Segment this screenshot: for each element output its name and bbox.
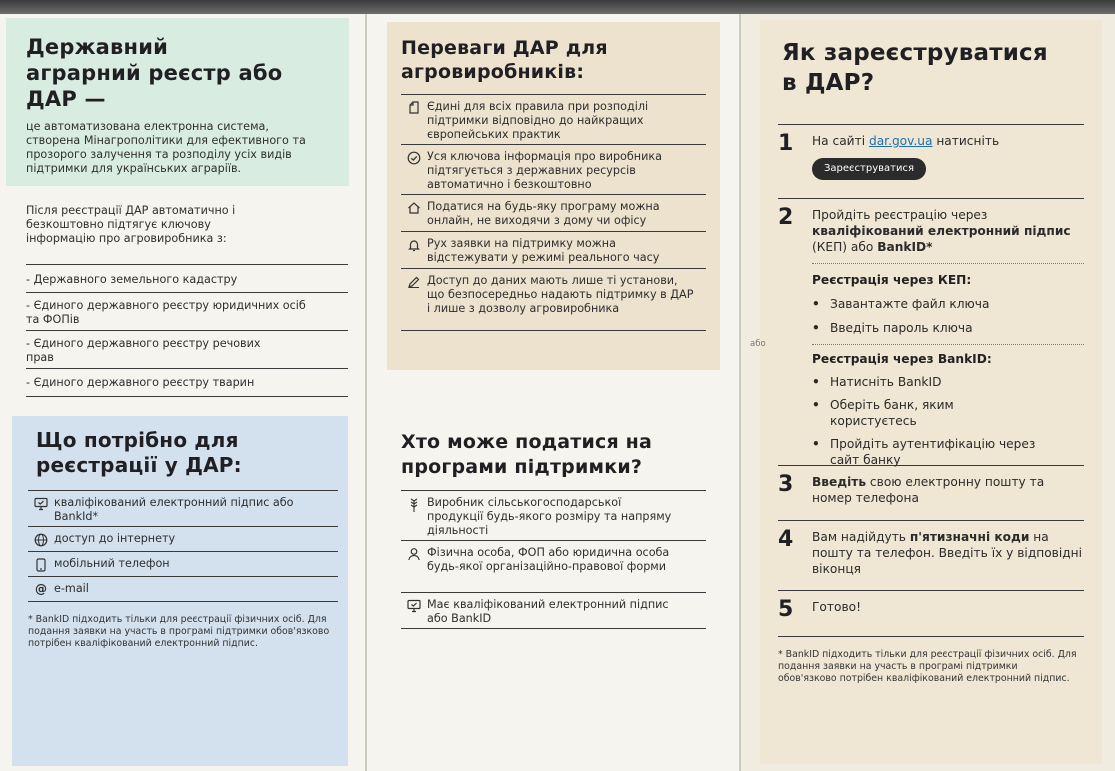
dar-website-link[interactable]: dar.gov.ua (868, 134, 933, 148)
fold-line (365, 14, 367, 771)
requirements-title: Що потрібно для реєстрації у ДАР: (36, 428, 242, 477)
list-item: - Єдиного державного реєстру юридичних осіб та ФОПів (26, 293, 348, 331)
list-item: Фізична особа, ФОП або юридична особа будь-якої організаційно-правової форми (401, 541, 706, 593)
document-corner-icon (401, 100, 427, 115)
step-5: 5 Готово! (778, 591, 1084, 637)
step-3: 3 Введіть свою електронну пошту та номер телефона (778, 466, 1084, 521)
step-1: 1 На сайті dar.gov.ua натисніть Зареєструватися (778, 125, 1084, 199)
sources-list (26, 264, 348, 397)
how-to-register-box (750, 20, 1102, 764)
list-item: кваліфікований електронний підпис або BankId* (28, 491, 338, 527)
list-item: Виробник сільськогосподарської продукції будь-якого розміру та напряму діяльності (401, 491, 706, 541)
steps-list (750, 124, 1084, 637)
list-item: • Натисніть BankID (812, 375, 942, 389)
intro-title: Державний аграрний реєстр або ДАР — (26, 35, 283, 111)
step-4: 4 Вам надійдуть п'ятизначні коди на пошту та телефон. Введіть їх у відповідні віконця (778, 521, 1084, 591)
person-icon (401, 546, 427, 561)
list-item: Уся ключова інформація про виробника підтягується з державних ресурсів автоматично і безкоштовно (401, 145, 706, 195)
list-item: - Єдиного державного реєстру тварин (26, 369, 348, 397)
list-item: мобільний телефон (28, 552, 338, 577)
requirements-box (12, 416, 348, 766)
list-item: Податися на будь-яку програму можна онлайн, не виходячи з дому чи офісу (401, 195, 706, 232)
bankid-section: Реєстрація через BankID: • Натисніть BankID • Оберіть банк, яким користуєтесь • Пройдіть аутентифікацію через сайт банку (812, 351, 1084, 468)
benefits-title: Переваги ДАР для агровиробників: (401, 37, 608, 83)
list-item: • Введіть пароль ключа (812, 321, 973, 335)
after-registration-text: Після реєстрації ДАР автоматично і безкоштовно підтягує ключову інформацію про агровиробника з: (26, 204, 236, 245)
benefits-list (401, 94, 706, 331)
list-item: доступ до інтернету (28, 527, 338, 552)
list-item: - Державного земельного кадастру (26, 265, 348, 293)
list-item: • Пройдіть аутентифікацію через сайт банку (812, 437, 1036, 467)
list-item: Рух заявки на підтримку можна відстежувати у режимі реального часу (401, 232, 706, 269)
monitor-check-icon (28, 496, 54, 511)
intro-box (6, 18, 349, 186)
requirements-list (28, 490, 338, 602)
fold-line (739, 14, 741, 771)
or-divider: або (812, 344, 1084, 345)
footnote: * BankID підходить тільки для реєстрації фізичних осіб. Для подання заявки на участь в програмі підтримки обов'язково потрібен кваліфікований електронний підпис. (778, 649, 1077, 684)
phone-icon (28, 557, 54, 572)
eligibility-title: Хто може податися на програми підтримки? (401, 431, 653, 478)
intro-text: це автоматизована електронна система, створена Мінагрополітики для ефективного та прозорого залучення та розподілу усіх видів підтримки для українських аграріїв. (26, 120, 306, 175)
step-2: 2 Пройдіть реєстрацію через кваліфікований електронний підпис (КЕП) або BankID* Реєстрація через КЕП: • Завантажте файл ключа • Введіть пароль ключа або Реєстрація через BankID: • Натисніть BankID • Оберіть банк, яким користуєтесь • Пройдіть аутентифікацію через сайт банку (778, 199, 1084, 466)
monitor-check-icon (401, 598, 427, 613)
list-item: Доступ до даних мають лише ті установи, що безпосередньо надають підтримку в ДАР і лише з дозволу агровиробника (401, 269, 706, 331)
bell-icon (401, 237, 427, 252)
list-item: • Оберіть банк, яким користуєтесь (812, 398, 954, 428)
edit-icon (401, 274, 427, 289)
benefits-box (387, 22, 720, 370)
wheat-icon (401, 496, 427, 513)
list-item: - Єдиного державного реєстру речових прав (26, 331, 348, 369)
globe-icon (28, 532, 54, 547)
check-circle-icon (401, 150, 427, 165)
at-sign-icon: @ (35, 582, 47, 596)
list-item: Має кваліфікований електронний підпис або BankID (401, 593, 706, 629)
footnote: * BankID підходить тільки для реєстрації фізичних осіб. Для подання заявки на участь в програмі підтримки обов'язково потрібен кваліфікований електронний підпис. (28, 614, 330, 649)
list-item: @ e-mail (28, 577, 338, 602)
top-scan-edge (0, 0, 1115, 14)
how-to-title: Як зареєструватися в ДАР? (782, 40, 1048, 96)
list-item: • Завантажте файл ключа (812, 297, 990, 311)
home-icon (401, 200, 427, 215)
kep-section: Реєстрація через КЕП: • Завантажте файл ключа • Введіть пароль ключа (812, 263, 1084, 336)
list-item: Єдині для всіх правила при розподілі підтримки відповідно до найкращих європейських практик (401, 95, 706, 145)
eligibility-list (401, 490, 706, 629)
register-button[interactable]: Зареєструватися (812, 158, 926, 180)
